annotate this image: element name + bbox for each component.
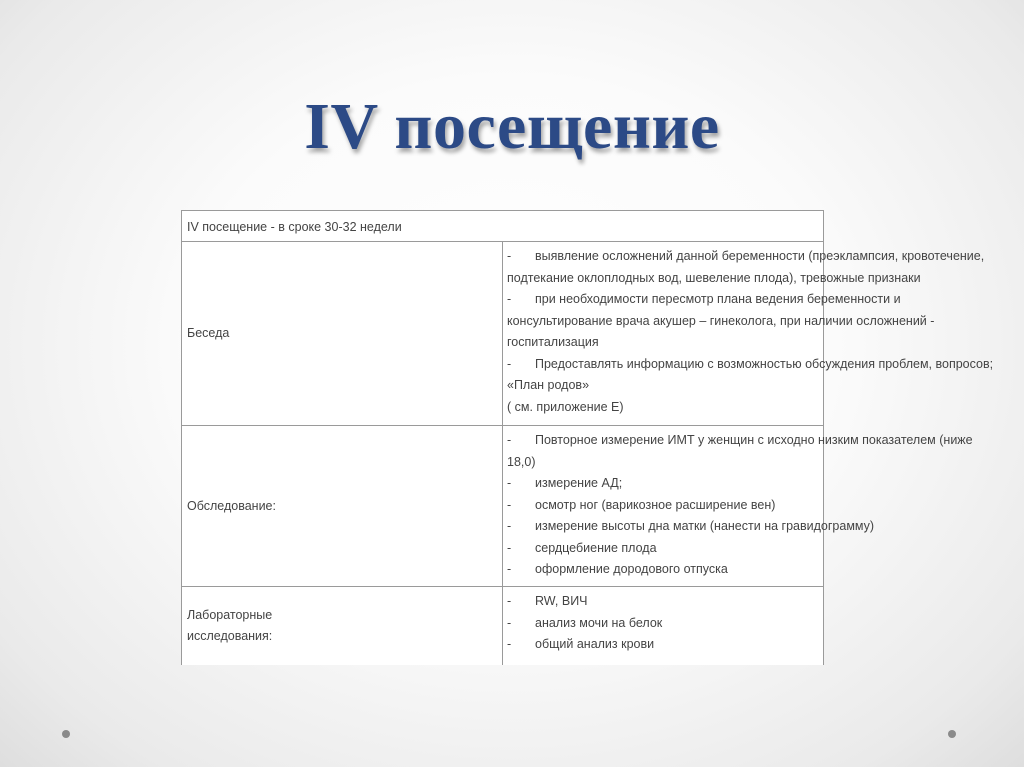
list-item-text: анализ мочи на белок (535, 615, 663, 630)
list-item (507, 268, 921, 290)
list-item-text: измерение АД; (535, 476, 623, 490)
bullet: - (507, 615, 512, 630)
row-label-text: исследования: (187, 628, 273, 643)
list-item (507, 430, 973, 452)
row-label-obsledovanie (182, 426, 503, 587)
list-item-text: Повторное измерение ИМТ у женщин с исходно низким показателем (ниже (535, 433, 973, 447)
list-item (507, 375, 819, 397)
slide-title: IV посещение (304, 90, 720, 163)
row-label-beseda (182, 242, 503, 426)
bullet: - (507, 249, 512, 263)
table-header-row (182, 211, 824, 242)
list-item (507, 354, 994, 376)
list-item (507, 538, 819, 560)
list-item (507, 311, 935, 333)
row-label-text: Обследование: (187, 498, 276, 513)
list-item-text: осмотр ног (варикозное расширение вен) (535, 497, 776, 512)
next-slide-dot[interactable] (948, 730, 956, 738)
bullet: - (507, 637, 512, 651)
list-item-text: выявление осложнений данной беременности (преэклампсия, кровотечение, (535, 249, 985, 263)
list-item (507, 613, 819, 635)
prev-slide-dot[interactable] (62, 730, 70, 738)
list-item-text: RW, ВИЧ (535, 594, 588, 608)
bullet: - (507, 497, 512, 512)
list-item-text: подтекание оклоплодных вод, шевеление плода), тревожные признаки (507, 270, 921, 285)
list-item-text: Предоставлять информацию с возможностью обсуждения проблем, вопросов; (535, 356, 994, 371)
row-content-beseda (503, 242, 994, 426)
bullet: - (507, 562, 512, 576)
bullet: - (507, 594, 512, 608)
row-label-text: Лабораторные (187, 607, 273, 622)
table-row (182, 587, 824, 665)
list-item (507, 289, 901, 311)
list-item (507, 332, 819, 354)
bullet: - (507, 476, 512, 490)
list-item (507, 516, 875, 538)
bullet: - (507, 356, 512, 371)
row-content-laboratornye (503, 587, 824, 665)
list-item (507, 473, 819, 495)
visit-table (181, 210, 994, 665)
list-item (507, 634, 819, 656)
list-item-text: 18,0) (507, 454, 536, 469)
list-item (507, 559, 819, 581)
list-item-text: госпитализация (507, 335, 599, 349)
table-header: IV посещение - в сроке 30-32 недели (182, 211, 824, 242)
list-item-text: «План родов» (507, 378, 590, 392)
table-row (182, 242, 824, 426)
table-row (182, 426, 824, 587)
list-item-text: общий анализ крови (535, 637, 655, 651)
list-item-text: консультирование врача акушер – гинеколога, при наличии осложнений - (507, 313, 935, 328)
list-item (507, 495, 819, 517)
list-item (507, 397, 819, 419)
list-item-text: сердцебиение плода (535, 540, 657, 555)
list-item-text: при необходимости пересмотр плана ведения беременности и (535, 292, 901, 306)
bullet: - (507, 433, 512, 447)
row-content-obsledovanie (503, 426, 973, 587)
list-item-text: ( см. приложение Е) (507, 399, 624, 414)
list-item (507, 591, 819, 613)
bullet: - (507, 519, 512, 533)
list-item (507, 452, 819, 474)
list-item-text: оформление дородового отпуска (535, 562, 728, 576)
bullet: - (507, 540, 512, 555)
list-item-text: измерение высоты дна матки (нанести на гравидограмму) (535, 519, 875, 533)
row-label-text: Беседа (187, 326, 230, 340)
row-label-laboratornye (182, 587, 503, 665)
list-item (507, 246, 985, 268)
bullet: - (507, 292, 512, 306)
